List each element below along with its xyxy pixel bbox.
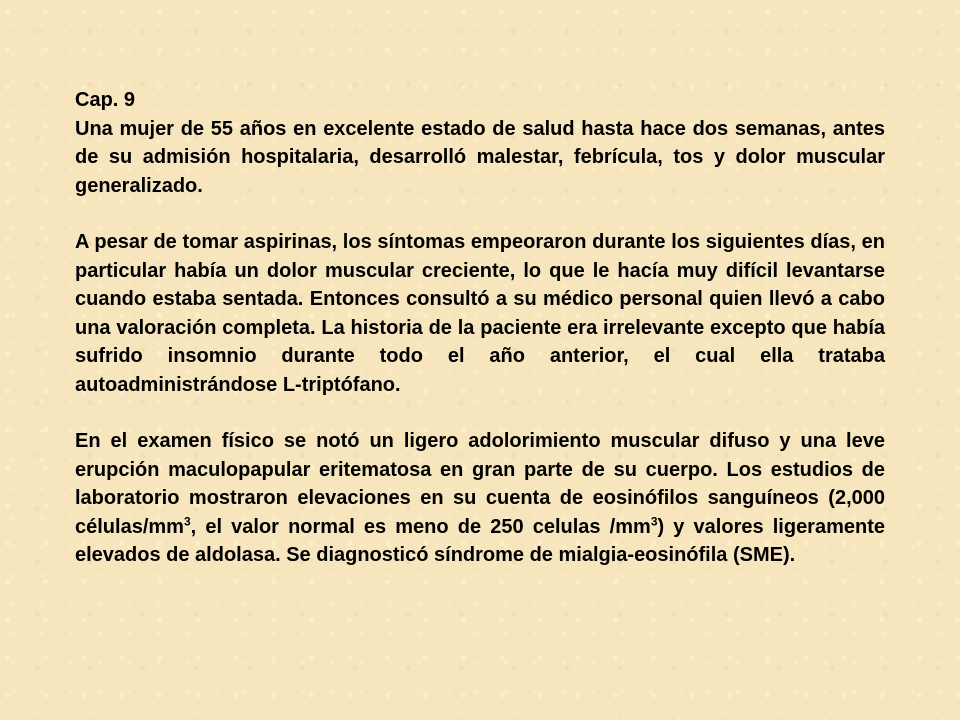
- superscript-exponent: 3: [650, 513, 658, 528]
- paragraph-3-part-1: En el examen físico se notó un ligero adolorimiento muscular difuso y una leve erupción maculopapular eritematosa en gran parte de su cuerpo. Los estudios de laboratorio mostraron elevaciones en su cuenta de eosinófilos sanguíneos (2,000 células/mm: [75, 430, 885, 538]
- text-body: [75, 86, 885, 570]
- paragraph-gap: [75, 399, 885, 427]
- paragraph-3-part-2: , el valor normal es meno de 250 celulas /mm: [190, 515, 651, 538]
- paragraph-gap: [75, 200, 885, 228]
- paragraph-2: A pesar de tomar aspirinas, los síntomas empeoraron durante los siguientes días, en particular había un dolor muscular creciente, lo que le hacía muy difícil levantarse cuando estaba sentada. Entonces consultó a su médico personal quien llevó a cabo una valoración completa. La historia de la paciente era irrelevante excepto que había sufrido insomnio durante todo el año anterior, el cual ella trataba autoadministrándose L-triptófano.: [75, 231, 885, 396]
- paragraph-3: [75, 427, 885, 570]
- superscript-exponent: 3: [183, 513, 191, 528]
- chapter-title: Cap. 9: [75, 89, 136, 111]
- paragraph-3-part-3: ) y valores ligeramente elevados de aldolasa. Se diagnosticó síndrome de mialgia-eosinófila (SME).: [75, 515, 885, 566]
- paragraph-1: Una mujer de 55 años en excelente estado de salud hasta hace dos semanas, antes de su admisión hospitalaria, desarrolló malestar, febrícula, tos y dolor muscular generalizado.: [75, 117, 885, 197]
